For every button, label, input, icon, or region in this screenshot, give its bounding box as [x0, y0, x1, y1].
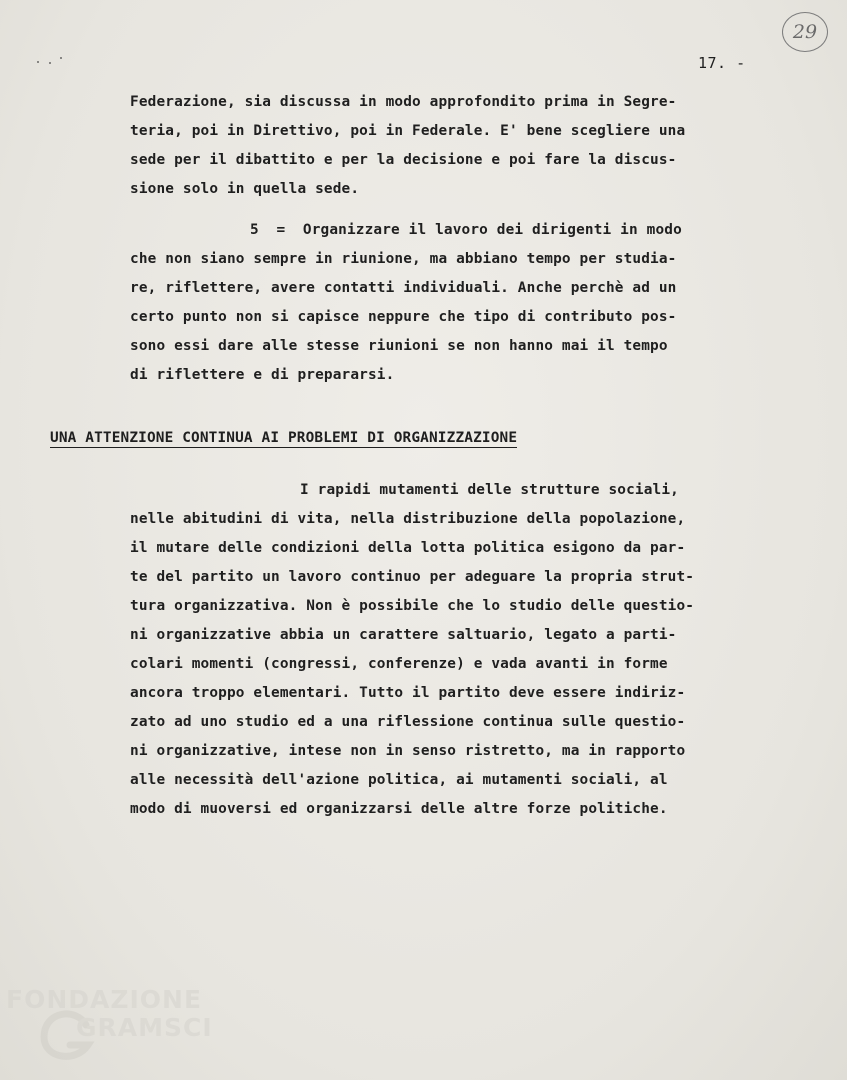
text-line: di riflettere e di prepararsi.	[130, 367, 395, 383]
page-number: 17. -	[698, 54, 746, 72]
text-line: zato ad uno studio ed a una riflessione continua sulle questio-	[130, 714, 686, 730]
text-line: sono essi dare alle stesse riunioni se non hanno mai il tempo	[130, 338, 668, 354]
text-line: ni organizzative, intese non in senso ristretto, ma in rapporto	[130, 743, 686, 759]
text-line: sione solo in quella sede.	[130, 181, 360, 197]
text-line: ancora troppo elementari. Tutto il partito deve essere indiriz-	[130, 685, 686, 701]
text-line: nelle abitudini di vita, nella distribuzione della popolazione,	[130, 511, 686, 527]
text-line: sede per il dibattito e per la decisione e poi fare la discus-	[130, 152, 677, 168]
archive-stamp-number: 29	[792, 21, 818, 43]
section-heading: UNA ATTENZIONE CONTINUA AI PROBLEMI DI ORGANIZZAZIONE	[50, 430, 518, 446]
text-line: te del partito un lavoro continuo per adeguare la propria strut-	[130, 569, 695, 585]
text-line: colari momenti (congressi, conferenze) e vada avanti in forme	[130, 656, 668, 672]
text-line: re, riflettere, avere contatti individuali. Anche perchè ad un	[130, 280, 677, 296]
text-line: alle necessità dell'azione politica, ai mutamenti sociali, al	[130, 772, 668, 788]
text-line: teria, poi in Direttivo, poi in Federale. E' bene scegliere una	[130, 123, 686, 139]
text-line: modo di muoversi ed organizzarsi delle altre forze politiche.	[130, 801, 668, 817]
watermark-line2: GRAMSCI	[76, 1013, 213, 1042]
text-line: 5 = Organizzare il lavoro dei dirigenti in modo	[250, 222, 682, 238]
ink-specks	[36, 56, 76, 68]
text-line: Federazione, sia discussa in modo approfondito prima in Segre-	[130, 94, 677, 110]
text-line: certo punto non si capisce neppure che tipo di contributo pos-	[130, 309, 677, 325]
watermark-line1: FONDAZIONE	[6, 985, 203, 1014]
archive-page-stamp	[782, 12, 828, 52]
text-line: I rapidi mutamenti delle strutture sociali,	[300, 482, 679, 498]
text-line: il mutare delle condizioni della lotta politica esigono da par-	[130, 540, 686, 556]
fondazione-gramsci-watermark	[6, 985, 236, 1065]
text-line: che non siano sempre in riunione, ma abbiano tempo per studia-	[130, 251, 677, 267]
text-line: ni organizzative abbia un carattere saltuario, legato a parti-	[130, 627, 677, 643]
text-line: tura organizzativa. Non è possibile che lo studio delle questio-	[130, 598, 695, 614]
